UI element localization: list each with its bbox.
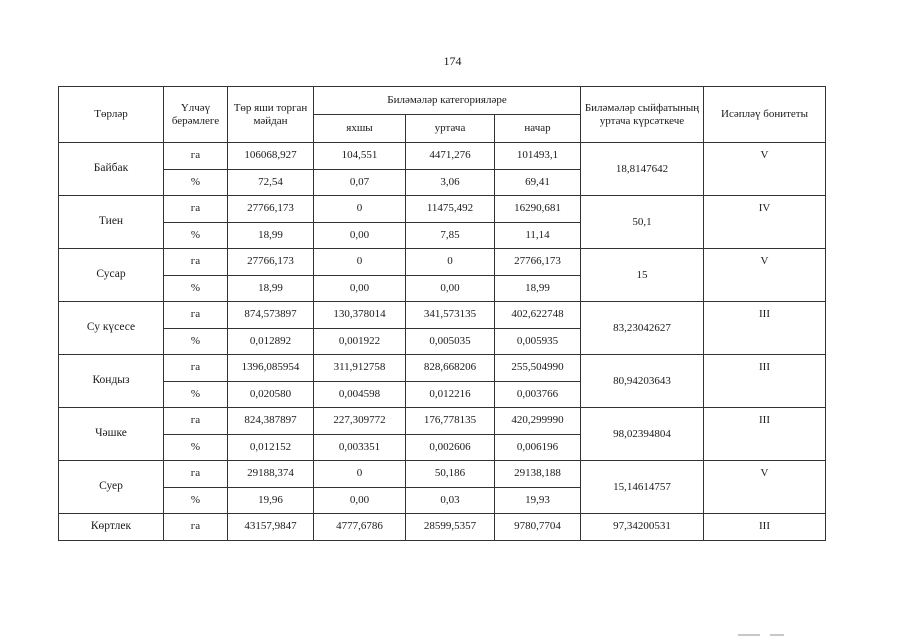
unit-cell: га bbox=[164, 249, 228, 276]
area-cell: 106068,927 bbox=[228, 143, 314, 170]
poor-cell: 402,622748 bbox=[495, 302, 581, 329]
bonitet-cell: V bbox=[704, 461, 826, 514]
unit-cell: % bbox=[164, 169, 228, 196]
poor-cell: 29138,188 bbox=[495, 461, 581, 488]
bonitet-cell: III bbox=[704, 514, 826, 541]
table-row bbox=[59, 143, 826, 170]
unit-cell: га bbox=[164, 143, 228, 170]
area-cell: 0,012152 bbox=[228, 434, 314, 461]
average-cell: 0,03 bbox=[406, 487, 495, 514]
table-row bbox=[59, 249, 826, 276]
unit-cell: % bbox=[164, 222, 228, 249]
average-cell: 828,668206 bbox=[406, 355, 495, 382]
average-cell: 3,06 bbox=[406, 169, 495, 196]
unit-cell: % bbox=[164, 275, 228, 302]
header-poor: начар bbox=[495, 115, 581, 143]
area-cell: 0,012892 bbox=[228, 328, 314, 355]
poor-cell: 0,005935 bbox=[495, 328, 581, 355]
poor-cell: 0,006196 bbox=[495, 434, 581, 461]
unit-cell: % bbox=[164, 487, 228, 514]
unit-cell: га bbox=[164, 196, 228, 223]
good-cell: 104,551 bbox=[314, 143, 406, 170]
quality-cell: 97,34200531 bbox=[581, 514, 704, 541]
species-name: Тиен bbox=[59, 196, 164, 249]
unit-cell: % bbox=[164, 381, 228, 408]
data-table bbox=[58, 86, 826, 541]
area-cell: 18,99 bbox=[228, 275, 314, 302]
poor-cell: 11,14 bbox=[495, 222, 581, 249]
species-name: Суер bbox=[59, 461, 164, 514]
page-number: 174 bbox=[443, 54, 462, 68]
average-cell: 7,85 bbox=[406, 222, 495, 249]
species-name: Көртлек bbox=[59, 514, 164, 541]
poor-cell: 19,93 bbox=[495, 487, 581, 514]
average-cell: 50,186 bbox=[406, 461, 495, 488]
unit-cell: % bbox=[164, 328, 228, 355]
table-row bbox=[59, 514, 826, 541]
table-row bbox=[59, 408, 826, 435]
poor-cell: 16290,681 bbox=[495, 196, 581, 223]
header-bonitet: Исәпләү бонитеты bbox=[704, 87, 826, 143]
poor-cell: 420,299990 bbox=[495, 408, 581, 435]
bonitet-cell: V bbox=[704, 143, 826, 196]
quality-cell: 98,02394804 bbox=[581, 408, 704, 461]
quality-cell: 50,1 bbox=[581, 196, 704, 249]
good-cell: 0 bbox=[314, 196, 406, 223]
quality-cell: 15 bbox=[581, 249, 704, 302]
bonitet-cell: III bbox=[704, 408, 826, 461]
good-cell: 227,309772 bbox=[314, 408, 406, 435]
header-good: яхшы bbox=[314, 115, 406, 143]
unit-cell: га bbox=[164, 408, 228, 435]
area-cell: 27766,173 bbox=[228, 196, 314, 223]
poor-cell: 255,504990 bbox=[495, 355, 581, 382]
average-cell: 0,00 bbox=[406, 275, 495, 302]
header-kind: Төрләр bbox=[59, 87, 164, 143]
table-row bbox=[59, 355, 826, 382]
good-cell: 311,912758 bbox=[314, 355, 406, 382]
area-cell: 43157,9847 bbox=[228, 514, 314, 541]
unit-cell: га bbox=[164, 355, 228, 382]
unit-cell: % bbox=[164, 434, 228, 461]
area-cell: 19,96 bbox=[228, 487, 314, 514]
bonitet-cell: III bbox=[704, 355, 826, 408]
bonitet-cell: III bbox=[704, 302, 826, 355]
species-name: Су күсесе bbox=[59, 302, 164, 355]
poor-cell: 0,003766 bbox=[495, 381, 581, 408]
area-cell: 18,99 bbox=[228, 222, 314, 249]
scan-mark bbox=[738, 634, 760, 636]
good-cell: 0 bbox=[314, 461, 406, 488]
quality-cell: 83,23042627 bbox=[581, 302, 704, 355]
table-row bbox=[59, 302, 826, 329]
unit-cell: га bbox=[164, 461, 228, 488]
average-cell: 341,573135 bbox=[406, 302, 495, 329]
good-cell: 0,004598 bbox=[314, 381, 406, 408]
area-cell: 27766,173 bbox=[228, 249, 314, 276]
species-name: Байбак bbox=[59, 143, 164, 196]
poor-cell: 27766,173 bbox=[495, 249, 581, 276]
good-cell: 0,07 bbox=[314, 169, 406, 196]
bonitet-cell: V bbox=[704, 249, 826, 302]
header-categories: Биләмәләр категорияләре bbox=[314, 87, 581, 115]
good-cell: 0,00 bbox=[314, 275, 406, 302]
quality-cell: 15,14614757 bbox=[581, 461, 704, 514]
header-area: Төр яши торган мәйдан bbox=[228, 87, 314, 143]
average-cell: 176,778135 bbox=[406, 408, 495, 435]
average-cell: 0,002606 bbox=[406, 434, 495, 461]
area-cell: 824,387897 bbox=[228, 408, 314, 435]
header-average: уртача bbox=[406, 115, 495, 143]
quality-cell: 18,8147642 bbox=[581, 143, 704, 196]
area-cell: 0,020580 bbox=[228, 381, 314, 408]
good-cell: 0,003351 bbox=[314, 434, 406, 461]
table-body bbox=[59, 143, 826, 541]
unit-cell: га bbox=[164, 514, 228, 541]
unit-cell: га bbox=[164, 302, 228, 329]
good-cell: 0,00 bbox=[314, 487, 406, 514]
scan-mark bbox=[770, 634, 784, 636]
poor-cell: 18,99 bbox=[495, 275, 581, 302]
average-cell: 11475,492 bbox=[406, 196, 495, 223]
poor-cell: 101493,1 bbox=[495, 143, 581, 170]
poor-cell: 69,41 bbox=[495, 169, 581, 196]
quality-cell: 80,94203643 bbox=[581, 355, 704, 408]
species-name: Сусар bbox=[59, 249, 164, 302]
poor-cell: 9780,7704 bbox=[495, 514, 581, 541]
area-cell: 29188,374 bbox=[228, 461, 314, 488]
average-cell: 0,005035 bbox=[406, 328, 495, 355]
table-row bbox=[59, 461, 826, 488]
species-name: Чәшке bbox=[59, 408, 164, 461]
table-row bbox=[59, 196, 826, 223]
good-cell: 0 bbox=[314, 249, 406, 276]
area-cell: 1396,085954 bbox=[228, 355, 314, 382]
good-cell: 4777,6786 bbox=[314, 514, 406, 541]
header-quality: Биләмәләр сыйфатының уртача күрсәткече bbox=[581, 87, 704, 143]
area-cell: 72,54 bbox=[228, 169, 314, 196]
good-cell: 0,00 bbox=[314, 222, 406, 249]
area-cell: 874,573897 bbox=[228, 302, 314, 329]
species-name: Кондыз bbox=[59, 355, 164, 408]
bonitet-cell: IV bbox=[704, 196, 826, 249]
good-cell: 130,378014 bbox=[314, 302, 406, 329]
good-cell: 0,001922 bbox=[314, 328, 406, 355]
average-cell: 0,012216 bbox=[406, 381, 495, 408]
average-cell: 4471,276 bbox=[406, 143, 495, 170]
average-cell: 28599,5357 bbox=[406, 514, 495, 541]
average-cell: 0 bbox=[406, 249, 495, 276]
header-unit: Үлчәү берәмлеге bbox=[164, 87, 228, 143]
